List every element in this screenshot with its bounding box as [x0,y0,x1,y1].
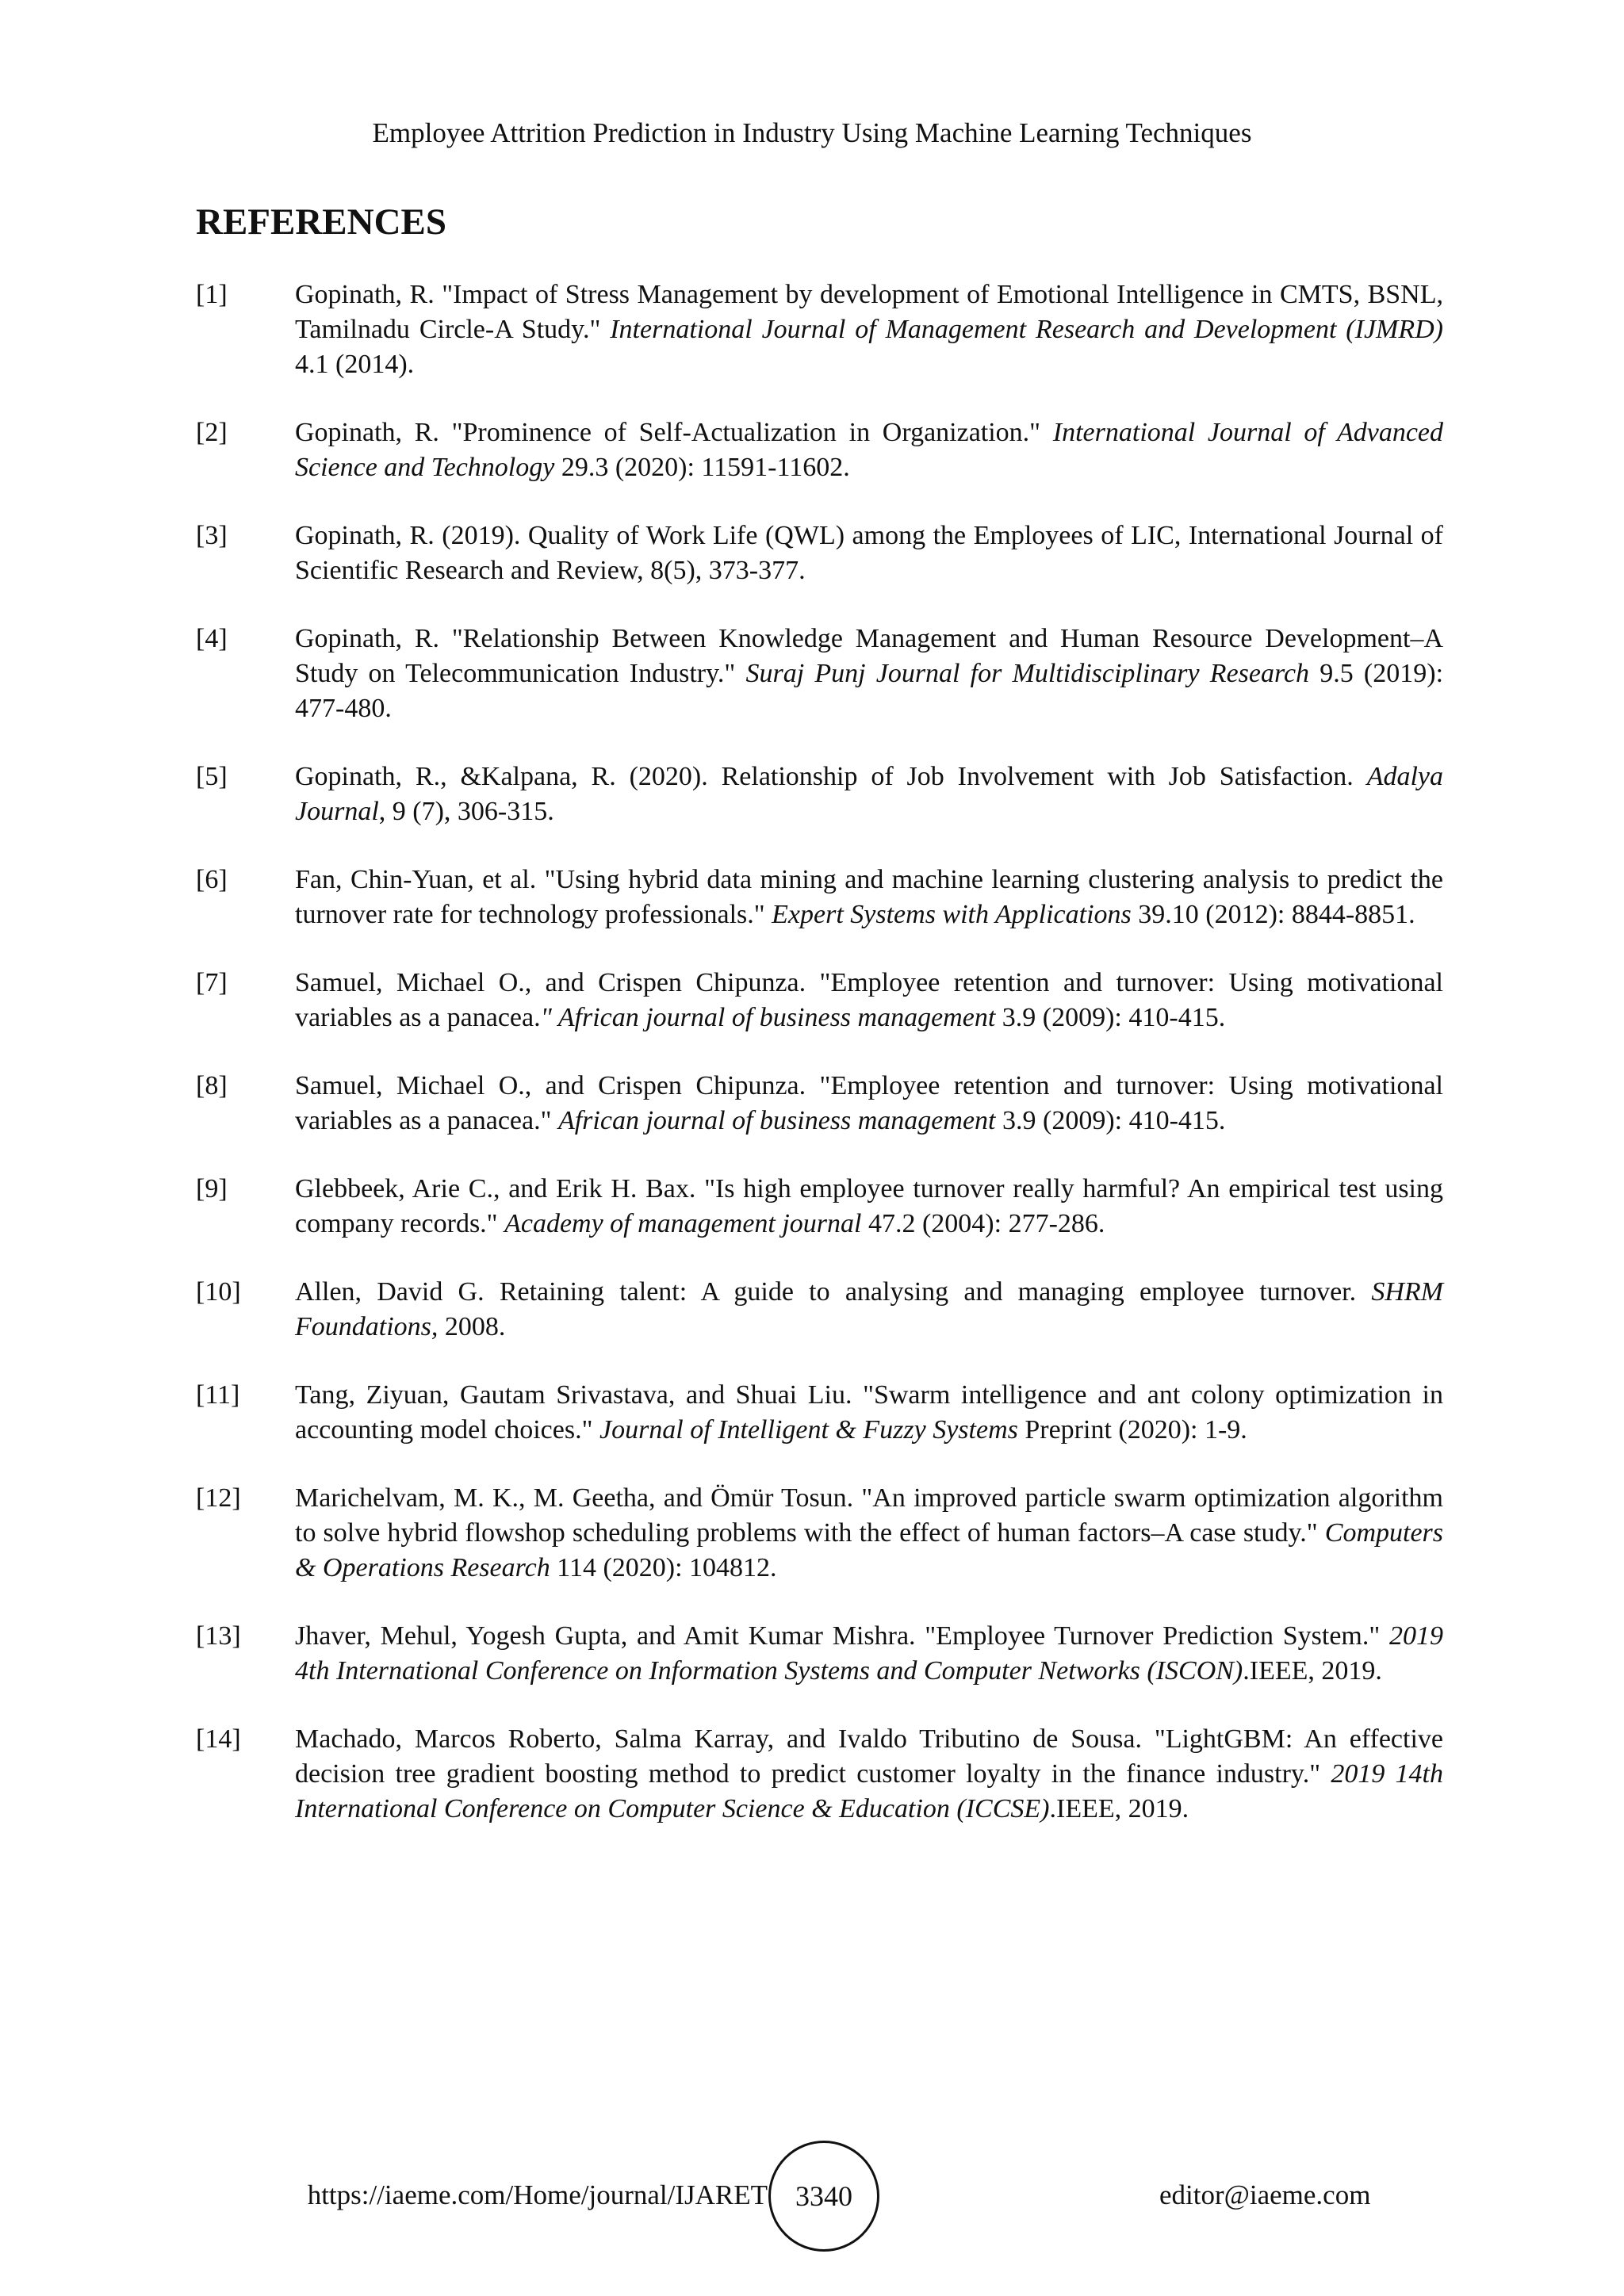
reference-item [196,1069,1443,1138]
reference-source: 2019 4th International Conference on Information Systems and Computer Networks (ISCON) [295,1621,1443,1686]
reference-number: [8] [196,1071,228,1100]
reference-source: 2019 14th International Conference on Computer Science & Education (ICCSE) [295,1759,1443,1823]
reference-number: [1] [196,280,228,309]
reference-details: .IEEE, 2019. [1049,1794,1189,1823]
reference-item [196,863,1443,932]
reference-number: [11] [196,1380,240,1410]
reference-number: [14] [196,1724,241,1754]
reference-details: 47.2 (2004): 277-286. [861,1209,1105,1238]
reference-text: Samuel, Michael O., and Crispen Chipunza. "Employee retention and turnover: Using motivational variables as a panacea." [295,1071,1443,1135]
reference-item [196,277,1443,382]
reference-item [196,760,1443,829]
reference-details: 2008. [438,1312,506,1341]
reference-item [196,1275,1443,1345]
reference-text: Gopinath, R., &Kalpana, R. (2020). Relationship of Job Involvement with Job Satisfaction. [295,762,1367,791]
reference-text: Jhaver, Mehul, Yogesh Gupta, and Amit Kumar Mishra. "Employee Turnover Prediction System." [295,1621,1389,1651]
reference-source: SHRM Foundations, [295,1277,1443,1341]
reference-number: [2] [196,418,228,447]
reference-number: [13] [196,1621,241,1651]
reference-source: " African journal of business management [540,1003,996,1032]
reference-number: [5] [196,762,228,791]
reference-number: [10] [196,1277,241,1307]
reference-text: Gopinath, R. "Relationship Between Knowledge Management and Human Resource Development–A Study on Telecommunication Industry." [295,624,1443,688]
reference-number: [7] [196,968,228,997]
reference-text: Fan, Chin-Yuan, et al. "Using hybrid data mining and machine learning clustering analysis to predict the turnover rate for technology professionals." [295,865,1443,929]
reference-details: 3.9 (2009): 410-415. [995,1106,1226,1135]
reference-text: Marichelvam, M. K., M. Geetha, and Ömür Tosun. "An improved particle swarm optimization algorithm to solve hybrid flowshop scheduling problems with the effect of human factors–A case study." [295,1483,1443,1548]
reference-number: [6] [196,865,228,894]
reference-details: , 9 (7), 306-315. [378,797,554,826]
reference-details: .IEEE, 2019. [1243,1656,1382,1686]
reference-item [196,1722,1443,1827]
reference-details: 4.1 (2014). [295,350,415,379]
reference-number: [4] [196,624,228,653]
reference-text: Gopinath, R. "Prominence of Self-Actualization in Organization." [295,418,1053,447]
reference-item [196,1619,1443,1689]
reference-item [196,415,1443,485]
reference-number: [12] [196,1483,241,1513]
reference-source: Journal of Intelligent & Fuzzy Systems [599,1415,1018,1445]
reference-item [196,1378,1443,1448]
running-title: Employee Attrition Prediction in Industry Using Machine Learning Techniques [372,117,1252,148]
reference-source: International Journal of Advanced Science and Technology [295,418,1444,482]
page-number: 3340 [768,2141,879,2252]
reference-source: Suraj Punj Journal for Multidisciplinary Research [745,659,1310,688]
reference-item [196,1172,1443,1242]
reference-text: Allen, David G. Retaining talent: A guide to analysing and managing employee turnover. [295,1277,1372,1307]
reference-source: International Journal of Management Research and Development (IJMRD) [610,315,1444,344]
reference-item [196,519,1443,588]
reference-details: 9.5 (2019): 477-480. [295,659,1444,723]
reference-source: Expert Systems with Applications [772,900,1132,929]
reference-item [196,1481,1443,1586]
reference-text: Glebbeek, Arie C., and Erik H. Bax. "Is high employee turnover really harmful? An empirical test using company records." [295,1174,1443,1238]
reference-number: [9] [196,1174,228,1203]
reference-item [196,622,1443,726]
reference-source: Adalya Journal [295,762,1443,826]
reference-number: [3] [196,521,228,550]
reference-text: Tang, Ziyuan, Gautam Srivastava, and Shuai Liu. "Swarm intelligence and ant colony optimization in accounting model choices." [295,1380,1443,1445]
reference-text: Gopinath, R. "Impact of Stress Management by development of Emotional Intelligence in CMTS, BSNL, Tamilnadu Circle-A Study." [295,280,1443,344]
reference-source: Computers & Operations Research [295,1518,1443,1582]
references-heading: REFERENCES [196,201,447,243]
reference-item [196,966,1443,1035]
reference-details: 29.3 (2020): 11591-11602. [554,453,850,482]
reference-details: Preprint (2020): 1-9. [1017,1415,1247,1445]
reference-details: 114 (2020): 104812. [550,1553,777,1582]
journal-url[interactable]: https://iaeme.com/Home/journal/IJARET [307,2179,768,2210]
reference-text: Machado, Marcos Roberto, Salma Karray, and Ivaldo Tributino de Sousa. "LightGBM: An effective decision tree gradient boosting method to predict customer loyalty in the finance industry." [295,1724,1443,1789]
editor-email[interactable]: editor@iaeme.com [1159,2179,1371,2210]
reference-details: 3.9 (2009): 410-415. [995,1003,1226,1032]
reference-source: African journal of business management [557,1106,996,1135]
reference-details: 39.10 (2012): 8844-8851. [1131,900,1415,929]
reference-text: Gopinath, R. (2019). Quality of Work Life (QWL) among the Employees of LIC, International Journal of Scientific Research and Review, 8(5), 373-377. [295,521,1443,585]
reference-source: Academy of management journal [504,1209,862,1238]
reference-text: Samuel, Michael O., and Crispen Chipunza. "Employee retention and turnover: Using motivational variables as a panacea. [295,968,1443,1032]
reference-list [196,277,1443,1860]
